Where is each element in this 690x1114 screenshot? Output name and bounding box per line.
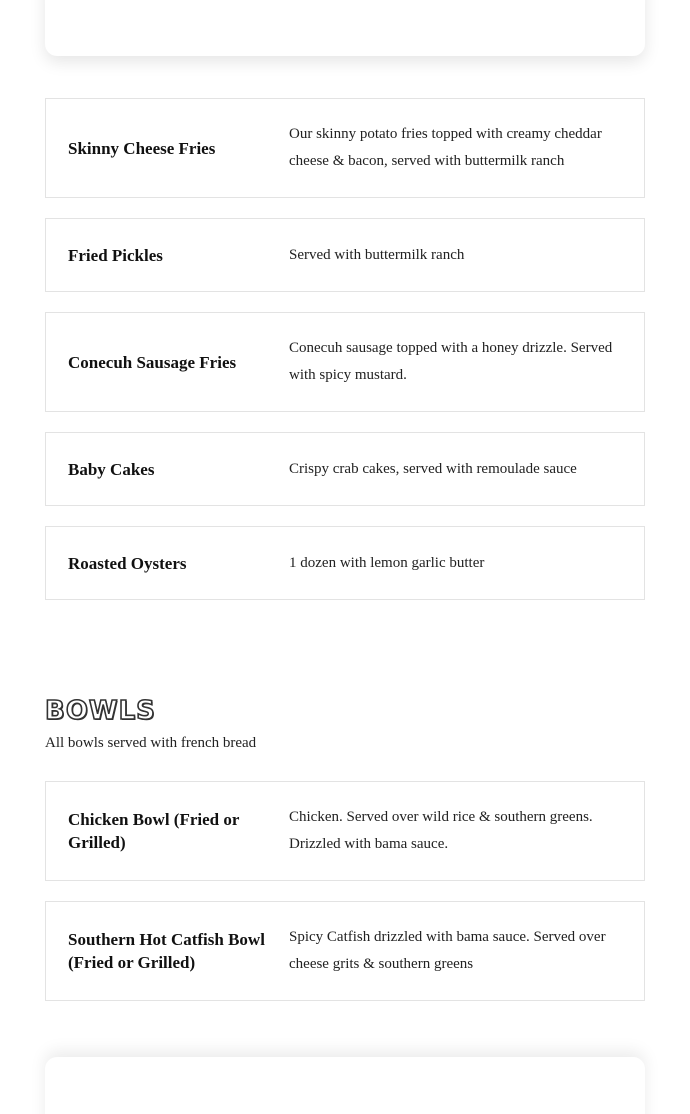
menu-item-description: Our skinny potato fries topped with creamy cheddar cheese & bacon, served with buttermilk ranch	[289, 126, 602, 169]
menu-item-name: Roasted Oysters	[68, 553, 187, 573]
menu-item-name: Skinny Cheese Fries	[68, 138, 216, 158]
bowls-list	[45, 781, 645, 1021]
menu-item-description: Spicy Catfish drizzled with bama sauce. Served over cheese grits & southern greens	[289, 929, 606, 972]
menu-item-description: Chicken. Served over wild rice & southern greens. Drizzled with bama sauce.	[289, 809, 593, 852]
menu-item-name: Baby Cakes	[68, 459, 155, 479]
menu-item-description: Conecuh sausage topped with a honey drizzle. Served with spicy mustard.	[289, 340, 613, 383]
section-subtitle: All bowls served with french bread	[45, 735, 257, 751]
menu-item	[45, 218, 645, 292]
appetizer-list	[45, 98, 645, 620]
menu-item	[45, 432, 645, 506]
menu-item-description: 1 dozen with lemon garlic butter	[289, 554, 485, 571]
menu-item-name: Fried Pickles	[68, 245, 163, 265]
section-title: BOWLS	[45, 696, 156, 726]
menu-item	[45, 98, 645, 198]
menu-item-description: Crispy crab cakes, served with remoulade sauce	[289, 460, 577, 477]
bowls-section-header	[45, 693, 645, 752]
menu-item	[45, 526, 645, 600]
menu-item-name: Southern Hot Catfish Bowl (Fried or Grilled)	[68, 930, 265, 972]
menu-item-description: Served with buttermilk ranch	[289, 246, 465, 263]
next-section-card	[45, 1057, 645, 1114]
menu-item	[45, 781, 645, 881]
menu-item-name: Chicken Bowl (Fried or Grilled)	[68, 810, 240, 852]
previous-section-card	[45, 0, 645, 56]
menu-item	[45, 901, 645, 1001]
menu-item-name: Conecuh Sausage Fries	[68, 352, 237, 372]
menu-item	[45, 312, 645, 412]
